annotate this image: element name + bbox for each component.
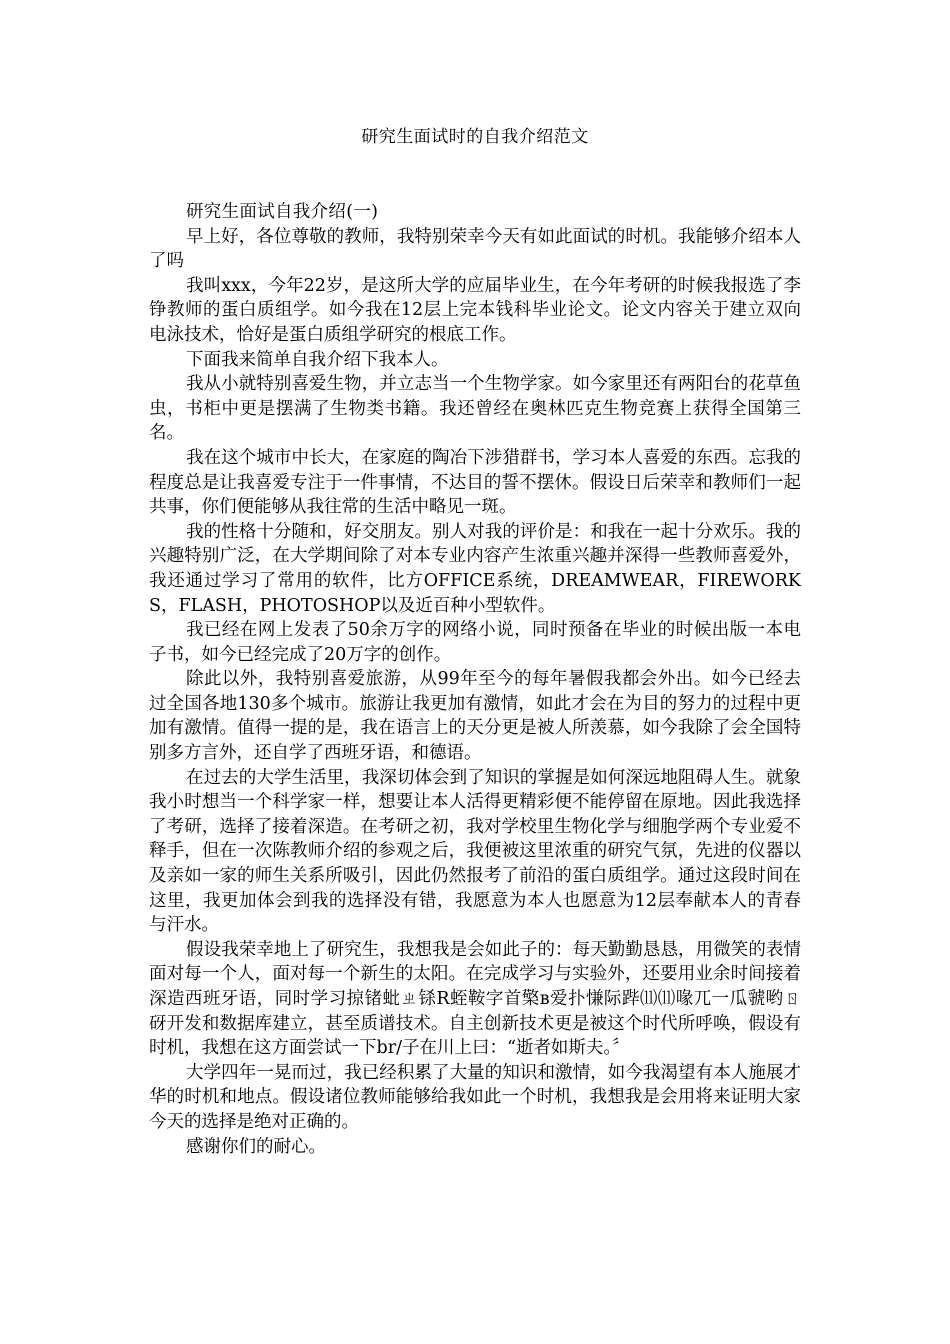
paragraph-name-intro: 我叫xxx，今年22岁，是这所大学的应届毕业生，在今年考研的时候我报选了李铮教师的蛋白质组学。如今我在12层上完本钱科毕业论文。论文内容关于建立双向电泳技术，恰好是蛋白质组学研究的根底工作。 [149,275,801,345]
paragraph-writing: 我已经在网上发表了50余万字的网络小说，同时预备在毕业的时候出版一本电子书，如今已经完成了20万字的创作。 [149,620,801,665]
paragraph-upbringing: 我在这个城市中长大，在家庭的陶冶下涉猎群书，学习本人喜爱的东西。忘我的程度总是让我喜爱专注于一件事情，不达目的誓不摆休。假设日后荣幸和教师们一起共事，你们便能够从我往常的生活中略见一斑。 [149,447,801,518]
page-title: 研究生面试时的自我介绍范文 [361,127,589,147]
document-body [149,200,801,1159]
paragraph-conclusion: 大学四年一晃而过，我已经积累了大量的知识和激情，如今我渴望有本人施展才华的时机和地点。假设诸位教师能够给我如此一个时机，我想我是会用将来证明大家今天的选择是绝对正确的。 [149,1062,801,1132]
paragraph-transition: 下面我来简单自我介绍下我本人。 [186,349,449,370]
paragraph-greeting: 早上好，各位尊敬的教师，我特别荣幸今天有如此面试的时机。我能够介绍本人了吗 [149,226,801,272]
paragraph-plans: 假设我荣幸地上了研究生，我想我是会如此子的：每天勤勤恳恳，用微笑的表情面对每一个人，面对每一个新生的太阳。在完成学习与实验外，还要用业余时间接着深造西班牙语，同时学习掠锗蚍ㄓ铩R蛭鞍字首檠в爱扑慊际跸⑾⑾喙兀一瓜虢哟ㄖ砑开发和数据库建立，甚至质谱技术。自主创新技术更是被这个时代所呼唤，假设有时机，我想在这方面尝试一下br/子在川上曰：“逝者如斯夫。〞 [149,939,801,1059]
paragraph-thanks: 感谢你们的耐心。 [186,1136,326,1157]
paragraph-travel: 除此以外，我特别喜爱旅游，从99年至今的每年暑假我都会外出。如今已经去过全国各地130多个城市。旅游让我更加有激情，如此才会在为目的努力的过程中更加有激情。值得一提的是，我在语言上的天分更是被人所羡慕，如今我除了会全国特别多方言外，还自学了西班牙语，和德语。 [149,669,801,764]
paragraph-motivation: 在过去的大学生活里，我深切体会到了知识的掌握是如何深远地阻碍人生。就象我小时想当一个科学家一样，想要让本人活得更精彩便不能停留在原地。因此我选择了考研，选择了接着深造。在考研之初，我对学校里生物化学与细胞学两个专业爱不释手，但在一次陈教师介绍的参观之后，我便被这里浓重的研究气氛，先进的仪器以及亲如一家的师生关系所吸引，因此仍然报考了前沿的蛋白质组学。通过这段时间在这里，我更加体会到我的选择没有错，我愿意为本人也愿意为12层奉献本人的青春与汗水。 [149,767,801,936]
section-heading: 研究生面试自我介绍(一) [186,202,379,222]
paragraph-personality: 我的性格十分随和，好交朋友。别人对我的评价是：和我在一起十分欢乐。我的兴趣特别广泛，在大学期间除了对本专业内容产生浓重兴趣并深得一些教师喜爱外，我还通过学习了常用的软件，比方OFFICE系统，DREAMWEAR，FIREWORKS，FLASH，PHOTOSHOP以及近百种小型软件。 [149,521,801,616]
paragraph-biology-interest: 我从小就特别喜爱生物，并立志当一个生物学家。如今家里还有两阳台的花草鱼虫，书柜中更是摆满了生物类书籍。我还曾经在奥林匹克生物竞赛上获得全国第三名。 [149,374,801,444]
